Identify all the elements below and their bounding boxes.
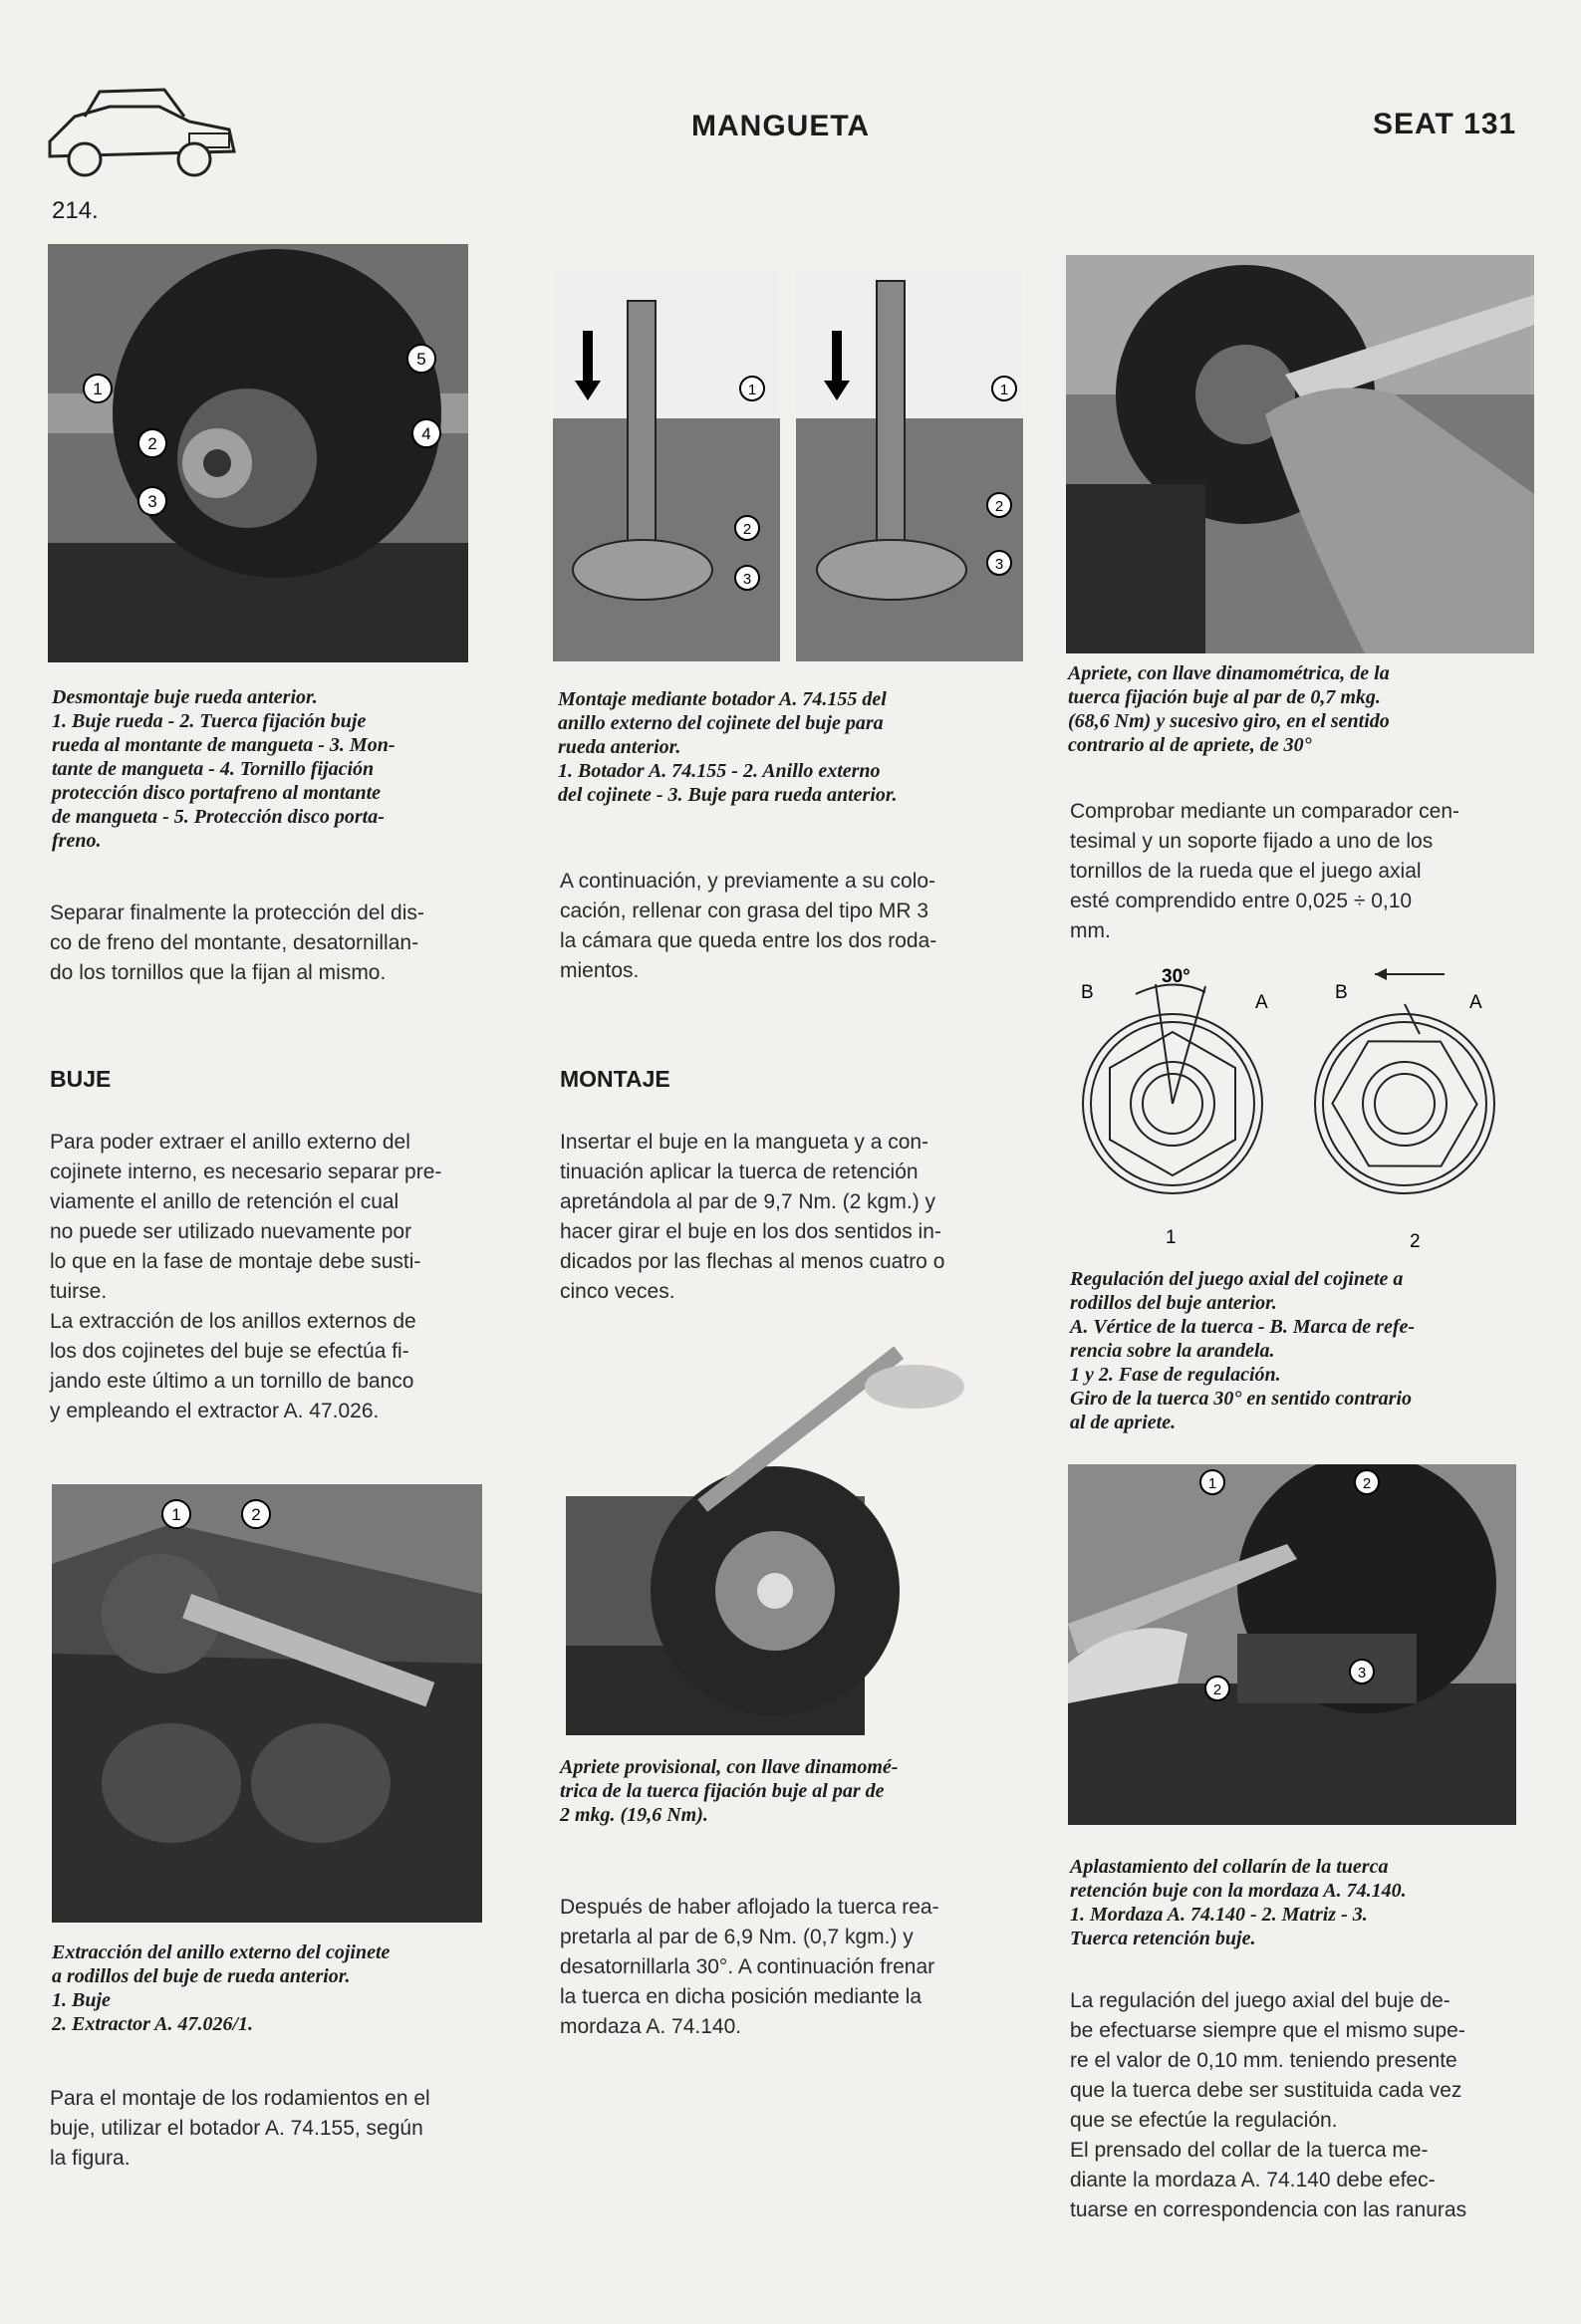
callout-3: 3 (742, 571, 752, 588)
text-line: diante la mordaza A. 74.140 debe efec- (1070, 2169, 1436, 2192)
text-line: los dos cojinetes del buje se efectúa fi- (50, 1340, 409, 1363)
callout-4: 4 (421, 424, 431, 443)
caption-line: 1 y 2. Fase de regulación. (1070, 1364, 1281, 1386)
caption-extractor (52, 1940, 520, 2036)
photo-extractor (52, 1484, 482, 1923)
page-number: 214. (52, 197, 99, 224)
text-line: do los tornillos que la fijan al mismo. (50, 961, 387, 984)
car-logo (40, 72, 244, 191)
caption-line: trica de la tuerca fijación buje al par de (560, 1780, 885, 1802)
callout-2: 2 (994, 498, 1004, 515)
caption-line: al de apriete. (1070, 1412, 1177, 1433)
callout-1: 1 (747, 382, 757, 398)
caption-torque-final (1068, 661, 1546, 757)
caption-line: 1. Botador A. 74.155 - 2. Anillo externo (558, 760, 881, 782)
text-line: viamente el anillo de retención el cual (50, 1190, 399, 1213)
caption-line: 1. Mordaza A. 74.140 - 2. Matriz - 3. (1070, 1904, 1368, 1926)
page-title: MANGUETA (691, 110, 871, 142)
paragraph-axial-play-regulation (1070, 1986, 1548, 2225)
photo-press-tool (553, 271, 1023, 661)
brand-name: SEAT (1373, 108, 1454, 140)
text-line: cojinete interno, es necesario separar pre- (50, 1161, 442, 1183)
callout-3: 3 (994, 556, 1004, 573)
text-line: Separar finalmente la protección del dis- (50, 902, 424, 924)
callout-5: 5 (416, 350, 426, 369)
caption-line: (68,6 Nm) y sucesivo giro, en el sentido (1068, 710, 1390, 732)
caption-line: anillo externo del cojinete del buje para (558, 712, 884, 734)
text-line: La regulación del juego axial del buje de- (1070, 1989, 1450, 2012)
text-line: pretarla al par de 6,9 Nm. (0,7 kgm.) y (560, 1926, 914, 1948)
caption-press-tool (558, 687, 1026, 807)
caption-line: 2 mkg. (19,6 Nm). (560, 1804, 708, 1826)
callout-2: 2 (147, 434, 157, 453)
caption-line: 1. Buje rueda - 2. Tuerca fijación buje (52, 710, 367, 732)
text-line: tuirse. (50, 1280, 108, 1303)
caption-line: retención buje con la mordaza A. 74.140. (1070, 1880, 1407, 1902)
photo-torque-wrench-final (1066, 255, 1534, 653)
text-line: Para el montaje de los rodamientos en el (50, 2087, 430, 2110)
caption-hub-disassembly (52, 685, 490, 853)
text-line: re el valor de 0,10 mm. teniendo presente (1070, 2049, 1457, 2072)
text-line: desatornillarla 30°. A continuación frenar (560, 1955, 935, 1978)
callout-3: 3 (147, 492, 157, 511)
text-line: mordaza A. 74.140. (560, 2015, 742, 2038)
text-line: no puede ser utilizado nuevamente por (50, 1220, 412, 1243)
text-line: tuarse en correspondencia con las ranuras (1070, 2198, 1467, 2221)
text-line: tinuación aplicar la tuerca de retención (560, 1161, 919, 1183)
paragraph-loosen-retighten (560, 1893, 1038, 2042)
paragraph-dial-gauge (1070, 797, 1548, 946)
caption-line: Desmontaje buje rueda anterior. (52, 686, 318, 708)
caption-line: tante de mangueta - 4. Tornillo fijación (52, 758, 375, 780)
phase-2-label: 2 (1410, 1231, 1421, 1252)
label-a-right: A (1469, 992, 1482, 1013)
caption-line: del cojinete - 3. Buje para rueda anterior. (558, 784, 898, 806)
caption-line: 2. Extractor A. 47.026/1. (52, 2013, 254, 2035)
callout-2: 2 (1212, 1681, 1222, 1698)
callout-1: 1 (999, 382, 1009, 398)
section-heading-montaje: MONTAJE (560, 1066, 670, 1092)
text-line: apretándola al par de 9,7 Nm. (2 kgm.) y (560, 1190, 936, 1213)
caption-line: rodillos del buje anterior. (1070, 1292, 1277, 1314)
text-line: hacer girar el buje en los dos sentidos in- (560, 1220, 941, 1243)
text-line: mm. (1070, 919, 1111, 942)
text-line: que la tuerca debe ser sustituida cada vez (1070, 2079, 1462, 2102)
caption-torque-provisional (560, 1755, 1028, 1827)
text-line: La extracción de los anillos externos de (50, 1310, 416, 1333)
caption-line: rueda anterior. (558, 736, 681, 758)
callout-1: 1 (93, 380, 103, 398)
section-heading-buje: BUJE (50, 1066, 112, 1092)
caption-crimping (1070, 1855, 1548, 1950)
text-line: lo que en la fase de montaje debe susti- (50, 1250, 421, 1273)
callout-1: 1 (171, 1505, 181, 1524)
text-line: jando este último a un tornillo de banco (50, 1370, 414, 1393)
text-line: be efectuarse siempre que el mismo supe- (1070, 2019, 1465, 2042)
paragraph-grease (560, 867, 1028, 986)
caption-axial-play (1070, 1267, 1548, 1434)
text-line: A continuación, y previamente a su colo- (560, 870, 936, 893)
callout-1: 1 (1207, 1475, 1217, 1492)
callout-3: 3 (1357, 1665, 1367, 1681)
text-line: que se efectúe la regulación. (1070, 2109, 1338, 2132)
brand-label (1373, 108, 1516, 141)
caption-line: contrario al de apriete, de 30° (1068, 734, 1312, 756)
caption-line: Aplastamiento del collarín de la tuerca (1070, 1856, 1389, 1878)
caption-line: Montaje mediante botador A. 74.155 del (558, 688, 887, 710)
text-line: Insertar el buje en la mangueta y a con- (560, 1131, 929, 1154)
paragraph-separate-protection (50, 899, 508, 988)
caption-line: rueda al montante de mangueta - 3. Mon- (52, 734, 395, 756)
caption-line: Apriete provisional, con llave dinamomé- (560, 1756, 899, 1778)
photo-hub-disassembly (48, 244, 468, 662)
photo-torque-wrench-provisional (566, 1347, 1024, 1735)
caption-line: Apriete, con llave dinamométrica, de la (1068, 662, 1390, 684)
caption-line: a rodillos del buje de rueda anterior. (52, 1965, 351, 1987)
text-line: El prensado del collar de la tuerca me- (1070, 2139, 1429, 2162)
text-line: Para poder extraer el anillo externo del (50, 1131, 410, 1154)
caption-line: tuerca fijación buje al par de 0,7 mkg. (1068, 686, 1381, 708)
text-line: la cámara que queda entre los dos roda- (560, 929, 937, 952)
caption-line: protección disco portafreno al montante (52, 782, 381, 804)
paragraph-bearing-assembly (50, 2084, 518, 2174)
phase-1-label: 1 (1166, 1227, 1177, 1248)
caption-line: de mangueta - 5. Protección disco porta- (52, 806, 385, 828)
label-a-left: A (1255, 992, 1268, 1013)
caption-line: 1. Buje (52, 1989, 111, 2011)
text-line: cación, rellenar con grasa del tipo MR 3 (560, 900, 929, 922)
text-line: esté comprendido entre 0,025 ÷ 0,10 (1070, 890, 1413, 912)
paragraph-buje (50, 1128, 518, 1426)
text-line: co de freno del montante, desatornillan- (50, 931, 419, 954)
caption-line: Extracción del anillo externo del cojinete (52, 1941, 391, 1963)
caption-line: rencia sobre la arandela. (1070, 1340, 1275, 1362)
text-line: tesimal y un soporte fijado a uno de los (1070, 830, 1434, 853)
text-line: dicados por las flechas al menos cuatro o (560, 1250, 945, 1273)
text-line: mientos. (560, 959, 640, 982)
text-line: la figura. (50, 2147, 131, 2170)
callout-2: 2 (742, 521, 752, 538)
text-line: tornillos de la rueda que el juego axial (1070, 860, 1422, 883)
model-number: 131 (1463, 108, 1517, 140)
caption-line: freno. (52, 830, 102, 852)
label-b-left: B (1081, 982, 1094, 1003)
label-b-right: B (1335, 982, 1348, 1003)
callout-2: 2 (1362, 1475, 1372, 1492)
caption-line: Giro de la tuerca 30° en sentido contrario (1070, 1388, 1413, 1410)
caption-line: Tuerca retención buje. (1070, 1928, 1256, 1949)
caption-line: A. Vértice de la tuerca - B. Marca de refe- (1070, 1316, 1416, 1338)
text-line: Después de haber aflojado la tuerca rea- (560, 1896, 939, 1919)
caption-line: Regulación del juego axial del cojinete a (1070, 1268, 1404, 1290)
text-line: y empleando el extractor A. 47.026. (50, 1400, 380, 1422)
photo-crimping-pliers (1068, 1464, 1516, 1825)
text-line: la tuerca en dicha posición mediante la (560, 1985, 922, 2008)
angle-label: 30° (1162, 966, 1190, 987)
callout-2: 2 (251, 1505, 261, 1524)
paragraph-montaje (560, 1128, 1038, 1307)
text-line: buje, utilizar el botador A. 74.155, según (50, 2117, 423, 2140)
text-line: Comprobar mediante un comparador cen- (1070, 800, 1460, 823)
text-line: cinco veces. (560, 1280, 675, 1303)
nut-adjustment-diagram (1066, 964, 1534, 1263)
